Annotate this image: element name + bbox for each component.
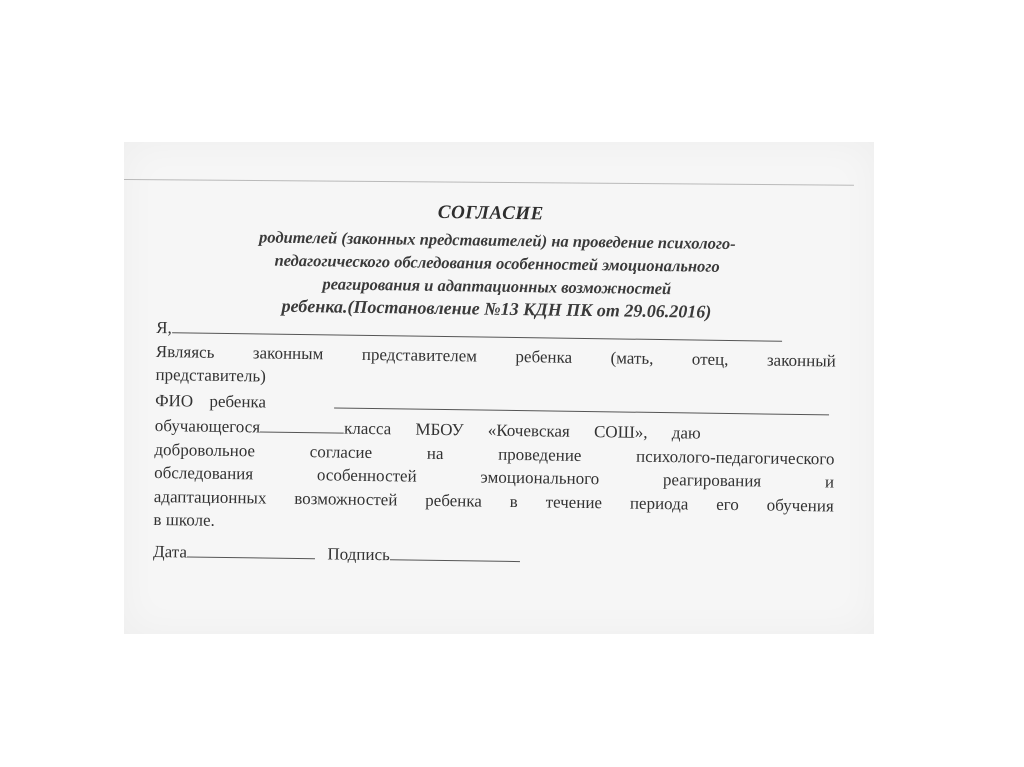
- document-title: СОГЛАСИЕ: [437, 201, 544, 225]
- signature-field[interactable]: [390, 543, 520, 562]
- consent-form: [153, 198, 838, 572]
- class-field[interactable]: [260, 415, 344, 433]
- consent-text: в школе.: [153, 509, 215, 530]
- subtitle-line: педагогического обследования особенностей эмоционального: [274, 250, 720, 276]
- date-field[interactable]: [187, 540, 315, 559]
- child-name-label: ФИО ребенка: [155, 390, 267, 412]
- subtitle-line: реагирования и адаптационных возможностей: [322, 274, 672, 299]
- consent-text: адаптационных возможностей ребенка в течение периода его обучения: [153, 486, 834, 515]
- representative-text-2: представитель): [155, 364, 266, 386]
- representative-text: Являясь законным представителем ребенка (мать, отец, законный: [155, 341, 836, 370]
- signature-label: Подпись: [327, 543, 391, 564]
- consent-text: добровольное согласие на проведение психолого-педагогического: [154, 439, 835, 468]
- consent-text: обследования особенностей эмоционального реагирования и: [154, 462, 835, 492]
- date-label: Дата: [152, 541, 188, 561]
- subtitle-line: ребенка.(Постановление №13 КДН ПК от 29.06.2016): [281, 295, 712, 322]
- subtitle-line: родителей (законных представителей) на проведение психолого-: [258, 227, 736, 254]
- student-prefix: обучающегося: [154, 415, 261, 437]
- document-subtitle: [156, 224, 837, 325]
- i-label: Я,: [156, 317, 172, 338]
- form-body: [153, 316, 836, 572]
- student-class-text: класса МБОУ «Кочевская СОШ», даю: [343, 418, 701, 443]
